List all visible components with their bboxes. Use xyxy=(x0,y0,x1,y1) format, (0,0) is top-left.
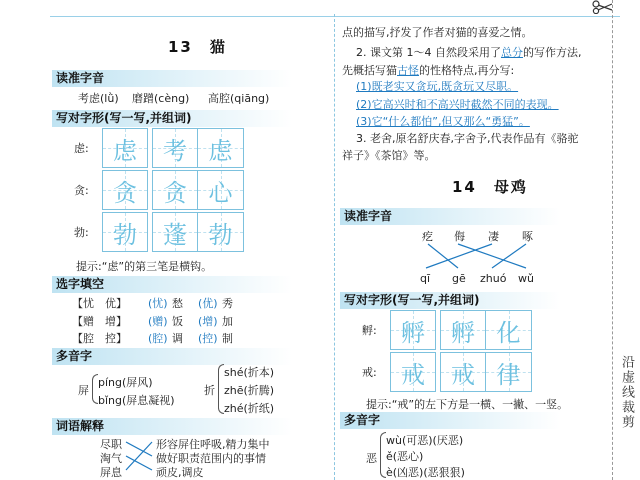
fill-answer: (赠) xyxy=(148,315,168,328)
polyphone-char: 恶 xyxy=(366,452,377,465)
write-row-label: 孵: xyxy=(362,324,377,337)
write-row xyxy=(74,212,250,252)
polyphone-reading: è(凶恶)(恶狠狠) xyxy=(386,466,465,479)
section-write: 写对字形(写一写,并组词) xyxy=(52,110,292,127)
read-item: 考虑(lǜ) xyxy=(78,92,119,105)
vocab-match-lines xyxy=(124,436,154,480)
lesson-14-title: 14 母鸡 xyxy=(452,178,528,196)
char-cell: 孵 xyxy=(440,310,486,350)
polyphone-reading: píng(屏风) xyxy=(98,376,153,389)
vocab-definition: 做好职责范围内的事情 xyxy=(156,452,266,465)
answer-line: (1)既老实又贪玩,既贪玩又尽职。 xyxy=(356,80,519,93)
top-rule xyxy=(50,16,620,17)
section-read: 读准字音 xyxy=(340,208,560,225)
char-cell: 贪 xyxy=(152,170,198,210)
read-item: 高腔(qiāng) xyxy=(208,92,270,105)
column-divider xyxy=(334,14,335,480)
polyphone-reading: bǐng(屏息凝视) xyxy=(98,394,175,407)
polyphone-reading: shé(折本) xyxy=(224,366,275,379)
write-row-label: 戒: xyxy=(362,366,377,379)
cut-label: 沿虚线裁剪 xyxy=(619,355,634,430)
paragraph-line: 2. 课文第 1～4 自然段采用了总分的写作方法, xyxy=(356,46,582,59)
fill-word: 加 xyxy=(222,315,233,328)
paragraph-line: 点的描写,抒发了作者对猫的喜爱之情。 xyxy=(342,26,533,39)
fill-word: 愁 xyxy=(172,297,183,310)
char-cell: 戒 xyxy=(390,352,436,392)
polyphone-reading: zhé(折纸) xyxy=(224,402,275,415)
section-read: 读准字音 xyxy=(52,70,292,87)
char-cell: 心 xyxy=(198,170,244,210)
write-row-label: 贪: xyxy=(74,184,89,197)
match-pinyin: qī xyxy=(420,272,431,285)
match-char: 凄 xyxy=(488,230,499,243)
match-pinyin: gē xyxy=(452,272,466,285)
char-cell: 蓬 xyxy=(152,212,198,252)
fill-answer: (增) xyxy=(198,315,218,328)
char-cell: 勃 xyxy=(102,212,148,252)
fill-word: 饭 xyxy=(172,315,183,328)
fill-answer: (控) xyxy=(198,332,218,345)
fill-answer: (优) xyxy=(198,297,218,310)
fill-answer: (腔) xyxy=(148,332,168,345)
answer-line: (3)它“什么都怕”,但又那么“勇猛”。 xyxy=(356,115,530,128)
polyphone-reading: wù(可恶)(厌恶) xyxy=(386,434,464,447)
vocab-definition: 形容屏住呼吸,精力集中 xyxy=(156,438,270,451)
fill-question: 【赠 增】 xyxy=(72,315,127,328)
paragraph-line: 3. 老舍,原名舒庆春,字舍予,代表作品有《骆驼 xyxy=(356,132,579,145)
pinyin-match-lines xyxy=(418,242,538,270)
char-cell: 虑 xyxy=(198,128,244,168)
read-item: 磨蹭(cèng) xyxy=(132,92,190,105)
char-cell: 化 xyxy=(486,310,532,350)
cut-line xyxy=(612,0,613,480)
char-cell: 律 xyxy=(486,352,532,392)
match-char: 疙 xyxy=(422,230,433,243)
word-cells xyxy=(440,352,532,392)
vocab-word: 屏息 xyxy=(100,466,122,479)
write-row xyxy=(74,170,250,210)
fill-question: 【忧 优】 xyxy=(72,297,127,310)
write-row xyxy=(362,352,538,392)
fill-answer: (忧) xyxy=(148,297,168,310)
match-pinyin: wǔ xyxy=(518,272,534,285)
polyphone-reading: ě(恶心) xyxy=(386,450,424,463)
vocab-word: 尽职 xyxy=(100,438,122,451)
word-cells xyxy=(152,170,244,210)
section-vocab: 词语解释 xyxy=(52,418,292,435)
polyphone-reading: zhē(折腾) xyxy=(224,384,275,397)
char-cell: 虑 xyxy=(102,128,148,168)
polyphone-char: 屏 xyxy=(78,384,89,397)
paragraph-line: 祥子》《茶馆》等。 xyxy=(342,149,436,162)
match-char: 侮 xyxy=(454,230,465,243)
fill-word: 制 xyxy=(222,332,233,345)
polyphone-char: 折 xyxy=(204,384,215,397)
lesson-13-title: 13 猫 xyxy=(168,38,227,56)
word-cells xyxy=(152,212,244,252)
vocab-definition: 顽皮,调皮 xyxy=(156,466,204,479)
paragraph-line: 先概括写猫古怪的性格特点,再分写: xyxy=(342,64,515,77)
fill-question: 【腔 控】 xyxy=(72,332,127,345)
write-row-label: 虑: xyxy=(74,142,89,155)
section-fill: 选字填空 xyxy=(52,276,292,293)
word-cells xyxy=(440,310,532,350)
fill-word: 调 xyxy=(172,332,183,345)
section-write: 写对字形(写一写,并组词) xyxy=(340,292,560,309)
word-cells xyxy=(152,128,244,168)
hint-text: 提示:“戒”的左下方是一横、一撇、一竖。 xyxy=(366,398,569,411)
section-multi: 多音字 xyxy=(52,348,292,365)
write-row xyxy=(74,128,250,168)
char-cell: 戒 xyxy=(440,352,486,392)
write-row xyxy=(362,310,538,350)
write-row-label: 勃: xyxy=(74,226,89,239)
char-cell: 勃 xyxy=(198,212,244,252)
match-char: 啄 xyxy=(522,230,533,243)
scissors-icon xyxy=(590,0,620,14)
section-multi: 多音字 xyxy=(340,412,560,429)
hint-text: 提示:“虑”的第三笔是横钩。 xyxy=(76,260,213,273)
char-cell: 考 xyxy=(152,128,198,168)
match-pinyin: zhuó xyxy=(480,272,507,285)
char-cell: 贪 xyxy=(102,170,148,210)
answer-line: (2)它高兴时和不高兴时截然不同的表现。 xyxy=(356,98,559,111)
char-cell: 孵 xyxy=(390,310,436,350)
vocab-word: 淘气 xyxy=(100,452,122,465)
fill-word: 秀 xyxy=(222,297,233,310)
